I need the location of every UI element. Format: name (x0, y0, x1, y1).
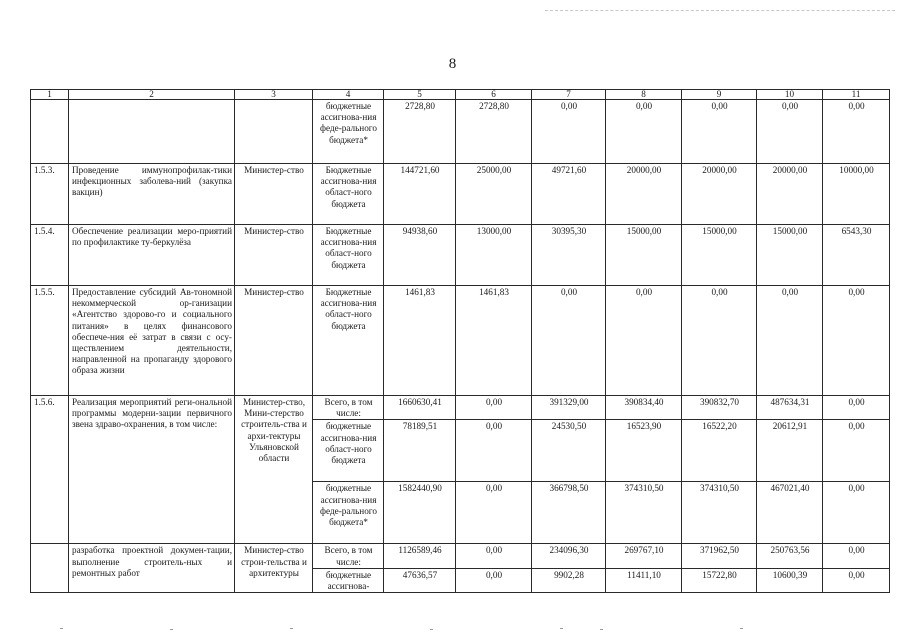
amount-cell: 6543,30 (823, 225, 890, 286)
amount-cell: 0,00 (456, 568, 532, 592)
table-row (31, 544, 890, 568)
amount-cell: 1126589,46 (384, 544, 456, 568)
column-number: 5 (384, 90, 456, 100)
column-number: 2 (69, 90, 235, 100)
measure-name-cell (69, 100, 235, 164)
item-number-cell (31, 100, 69, 164)
funding-source-cell: бюджетные ассигнова- (313, 568, 384, 592)
measure-name-cell: Реализация мероприятий реги-ональной программы модерни-зации первичного звена здраво-охранения, в том числе: (69, 396, 235, 544)
amount-cell: 49721,60 (532, 164, 606, 225)
column-number: 6 (456, 90, 532, 100)
amount-cell: 16522,20 (682, 420, 757, 482)
amount-cell: 0,00 (682, 100, 757, 164)
amount-cell: 25000,00 (456, 164, 532, 225)
column-number: 7 (532, 90, 606, 100)
amount-cell: 15722,80 (682, 568, 757, 592)
amount-cell: 391329,00 (532, 396, 606, 420)
amount-cell: 371962,50 (682, 544, 757, 568)
amount-cell: 269767,10 (606, 544, 682, 568)
amount-cell: 15000,00 (757, 225, 823, 286)
amount-cell: 2728,80 (384, 100, 456, 164)
funding-source-cell: Бюджетные ассигнова-ния област-ного бюджета (313, 164, 384, 225)
executor-cell: Министер-ство (235, 225, 313, 286)
funding-source-cell: Всего, в том числе: (313, 396, 384, 420)
amount-cell: 234096,30 (532, 544, 606, 568)
amount-cell: 1461,83 (384, 286, 456, 396)
column-number-row (31, 90, 890, 100)
amount-cell: 0,00 (456, 544, 532, 568)
top-scan-rule (545, 10, 895, 11)
executor-cell: Министер-ство, Мини-стерство строитель-ства и архи-тектуры Ульяновской области (235, 396, 313, 544)
table-row (31, 286, 890, 396)
amount-cell: 487634,31 (757, 396, 823, 420)
scan-noise (40, 624, 860, 634)
column-number: 4 (313, 90, 384, 100)
item-number-cell: 1.5.5. (31, 286, 69, 396)
column-number: 8 (606, 90, 682, 100)
amount-cell: 13000,00 (456, 225, 532, 286)
item-number-cell: 1.5.6. (31, 396, 69, 544)
amount-cell: 250763,56 (757, 544, 823, 568)
table-row (31, 396, 890, 420)
amount-cell: 0,00 (606, 286, 682, 396)
amount-cell: 47636,57 (384, 568, 456, 592)
executor-cell: Министер-ство (235, 286, 313, 396)
measure-name-cell: Предоставление субсидий Ав-тономной некоммерческой ор-ганизации «Агентство здорово-го и социального питания» в целях финансового обеспече-ния её затрат в связи с осу-ществлением деятельности, направленной на пропаганду здорового образа жизни (69, 286, 235, 396)
amount-cell: 0,00 (456, 420, 532, 482)
amount-cell: 0,00 (823, 396, 890, 420)
amount-cell: 144721,60 (384, 164, 456, 225)
amount-cell: 0,00 (456, 482, 532, 544)
executor-cell: Министер-ство строи-тельства и архитектуры (235, 544, 313, 593)
page-number: 8 (448, 56, 457, 72)
budget-table (30, 89, 890, 593)
amount-cell: 20612,91 (757, 420, 823, 482)
amount-cell: 0,00 (823, 286, 890, 396)
amount-cell: 1461,83 (456, 286, 532, 396)
amount-cell: 0,00 (823, 544, 890, 568)
column-number: 3 (235, 90, 313, 100)
amount-cell: 94938,60 (384, 225, 456, 286)
table-row (31, 225, 890, 286)
funding-source-cell: Бюджетные ассигнова-ния област-ного бюджета (313, 225, 384, 286)
amount-cell: 15000,00 (606, 225, 682, 286)
amount-cell: 20000,00 (606, 164, 682, 225)
amount-cell: 0,00 (456, 396, 532, 420)
column-number: 10 (757, 90, 823, 100)
amount-cell: 1582440,90 (384, 482, 456, 544)
amount-cell: 0,00 (823, 420, 890, 482)
funding-source-cell: бюджетные ассигнова-ния феде-рального бюджета* (313, 482, 384, 544)
measure-name-cell: разработка проектной докумен-тации, выполнение строитель-ных и ремонтных работ (69, 544, 235, 593)
amount-cell: 78189,51 (384, 420, 456, 482)
amount-cell: 0,00 (606, 100, 682, 164)
amount-cell: 390832,70 (682, 396, 757, 420)
measure-name-cell: Проведение иммунопрофилак-тики инфекционных заболева-ний (закупка вакцин) (69, 164, 235, 225)
amount-cell: 20000,00 (682, 164, 757, 225)
executor-cell (235, 100, 313, 164)
amount-cell: 30395,30 (532, 225, 606, 286)
amount-cell: 390834,40 (606, 396, 682, 420)
amount-cell: 0,00 (757, 286, 823, 396)
amount-cell: 0,00 (823, 100, 890, 164)
table-row (31, 164, 890, 225)
amount-cell: 366798,50 (532, 482, 606, 544)
amount-cell: 1660630,41 (384, 396, 456, 420)
amount-cell: 467021,40 (757, 482, 823, 544)
column-number: 11 (823, 90, 890, 100)
amount-cell: 11411,10 (606, 568, 682, 592)
amount-cell: 0,00 (823, 568, 890, 592)
amount-cell: 374310,50 (606, 482, 682, 544)
column-number: 1 (31, 90, 69, 100)
amount-cell: 10600,39 (757, 568, 823, 592)
executor-cell: Министер-ство (235, 164, 313, 225)
amount-cell: 0,00 (757, 100, 823, 164)
amount-cell: 0,00 (823, 482, 890, 544)
item-number-cell: 1.5.3. (31, 164, 69, 225)
amount-cell: 24530,50 (532, 420, 606, 482)
item-number-cell: 1.5.4. (31, 225, 69, 286)
amount-cell: 0,00 (532, 100, 606, 164)
funding-source-cell: Всего, в том числе: (313, 544, 384, 568)
funding-source-cell: Бюджетные ассигнова-ния област-ного бюджета (313, 286, 384, 396)
table-row (31, 100, 890, 164)
funding-source-cell: бюджетные ассигнова-ния област-ного бюджета (313, 420, 384, 482)
measure-name-cell: Обеспечение реализации меро-приятий по профилактике ту-беркулёза (69, 225, 235, 286)
amount-cell: 16523,90 (606, 420, 682, 482)
amount-cell: 9902,28 (532, 568, 606, 592)
column-number: 9 (682, 90, 757, 100)
amount-cell: 0,00 (682, 286, 757, 396)
amount-cell: 10000,00 (823, 164, 890, 225)
item-number-cell (31, 544, 69, 593)
amount-cell: 15000,00 (682, 225, 757, 286)
amount-cell: 2728,80 (456, 100, 532, 164)
amount-cell: 0,00 (532, 286, 606, 396)
funding-source-cell: бюджетные ассигнова-ния феде-рального бюджета* (313, 100, 384, 164)
amount-cell: 374310,50 (682, 482, 757, 544)
amount-cell: 20000,00 (757, 164, 823, 225)
